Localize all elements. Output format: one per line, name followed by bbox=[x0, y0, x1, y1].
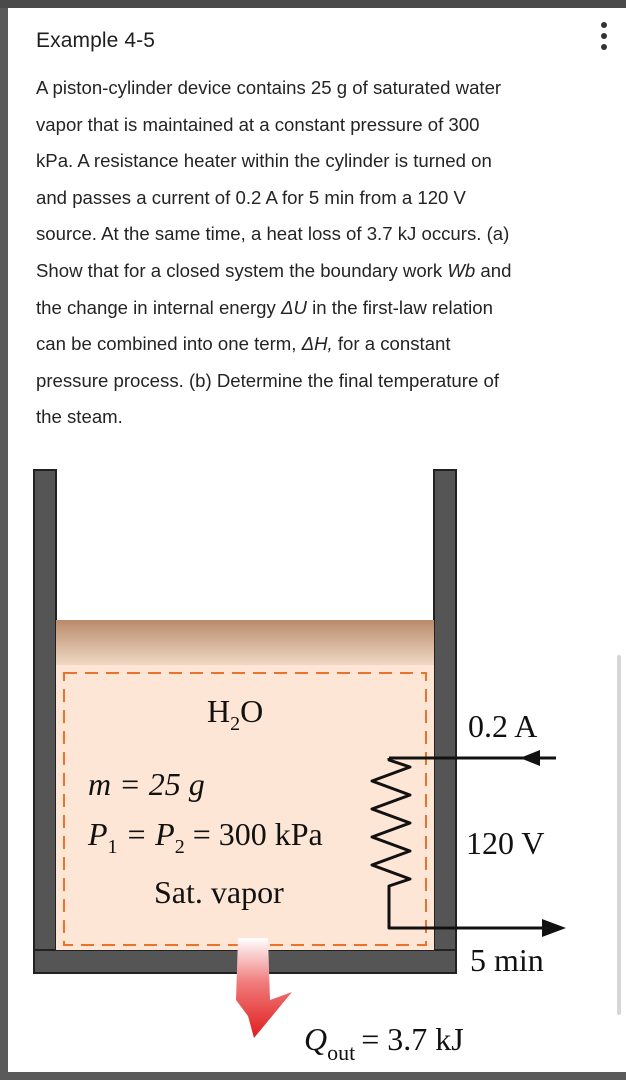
top-bar bbox=[0, 0, 626, 8]
text-line: pressure process. (b) Determine the final temperature of bbox=[36, 369, 499, 391]
enthalpy-symbol: ΔH, bbox=[301, 333, 333, 355]
piston bbox=[56, 620, 434, 665]
text-line: vapor that is maintained at a constant pressure of 300 bbox=[36, 113, 480, 135]
text-line: A piston-cylinder device contains 25 g of saturated water bbox=[36, 77, 502, 98]
text-line: the change in internal energy ΔU in the first-law relation bbox=[36, 296, 493, 318]
text-line: source. At the same time, a heat loss of 3.7 kJ occurs. (a) bbox=[36, 223, 510, 245]
current-arrow-icon bbox=[520, 750, 540, 766]
voltage-label: 120 V bbox=[466, 825, 545, 861]
text-line: and passes a current of 0.2 A for 5 min from a 120 V bbox=[36, 186, 466, 208]
text-line: Show that for a closed system the boundary work Wb and bbox=[36, 259, 512, 281]
internal-energy-symbol: ΔU bbox=[281, 296, 307, 318]
current-label: 0.2 A bbox=[468, 708, 538, 744]
substance-label: $H_2O$ bbox=[207, 693, 264, 735]
duration-label: 5 min bbox=[470, 942, 544, 978]
heat-loss-label: $Q_{out} = 3.7$ kJ bbox=[304, 1021, 464, 1065]
text-line: kPa. A resistance heater within the cylinder is turned on bbox=[36, 150, 492, 172]
figure-svg bbox=[0, 460, 626, 1080]
cylinder-left-wall bbox=[34, 470, 56, 973]
more-options-icon[interactable] bbox=[591, 22, 617, 52]
mass-label: m = 25 g bbox=[88, 766, 205, 802]
state-label: Sat. vapor bbox=[154, 874, 284, 910]
cylinder-right-wall bbox=[434, 470, 456, 973]
boundary-work-symbol: Wb bbox=[447, 259, 476, 281]
pressure-label: $P_1 = P_2 = 300$ kPa bbox=[88, 816, 323, 858]
text-line: the steam. bbox=[36, 406, 123, 428]
text-line: can be combined into one term, ΔH, for a constant bbox=[36, 333, 451, 355]
piston-cylinder-figure bbox=[0, 460, 626, 1080]
example-title: Example 4-5 bbox=[36, 29, 155, 52]
output-arrow-icon bbox=[542, 919, 566, 937]
bottom-bar bbox=[0, 1072, 626, 1080]
problem-statement bbox=[36, 70, 596, 436]
